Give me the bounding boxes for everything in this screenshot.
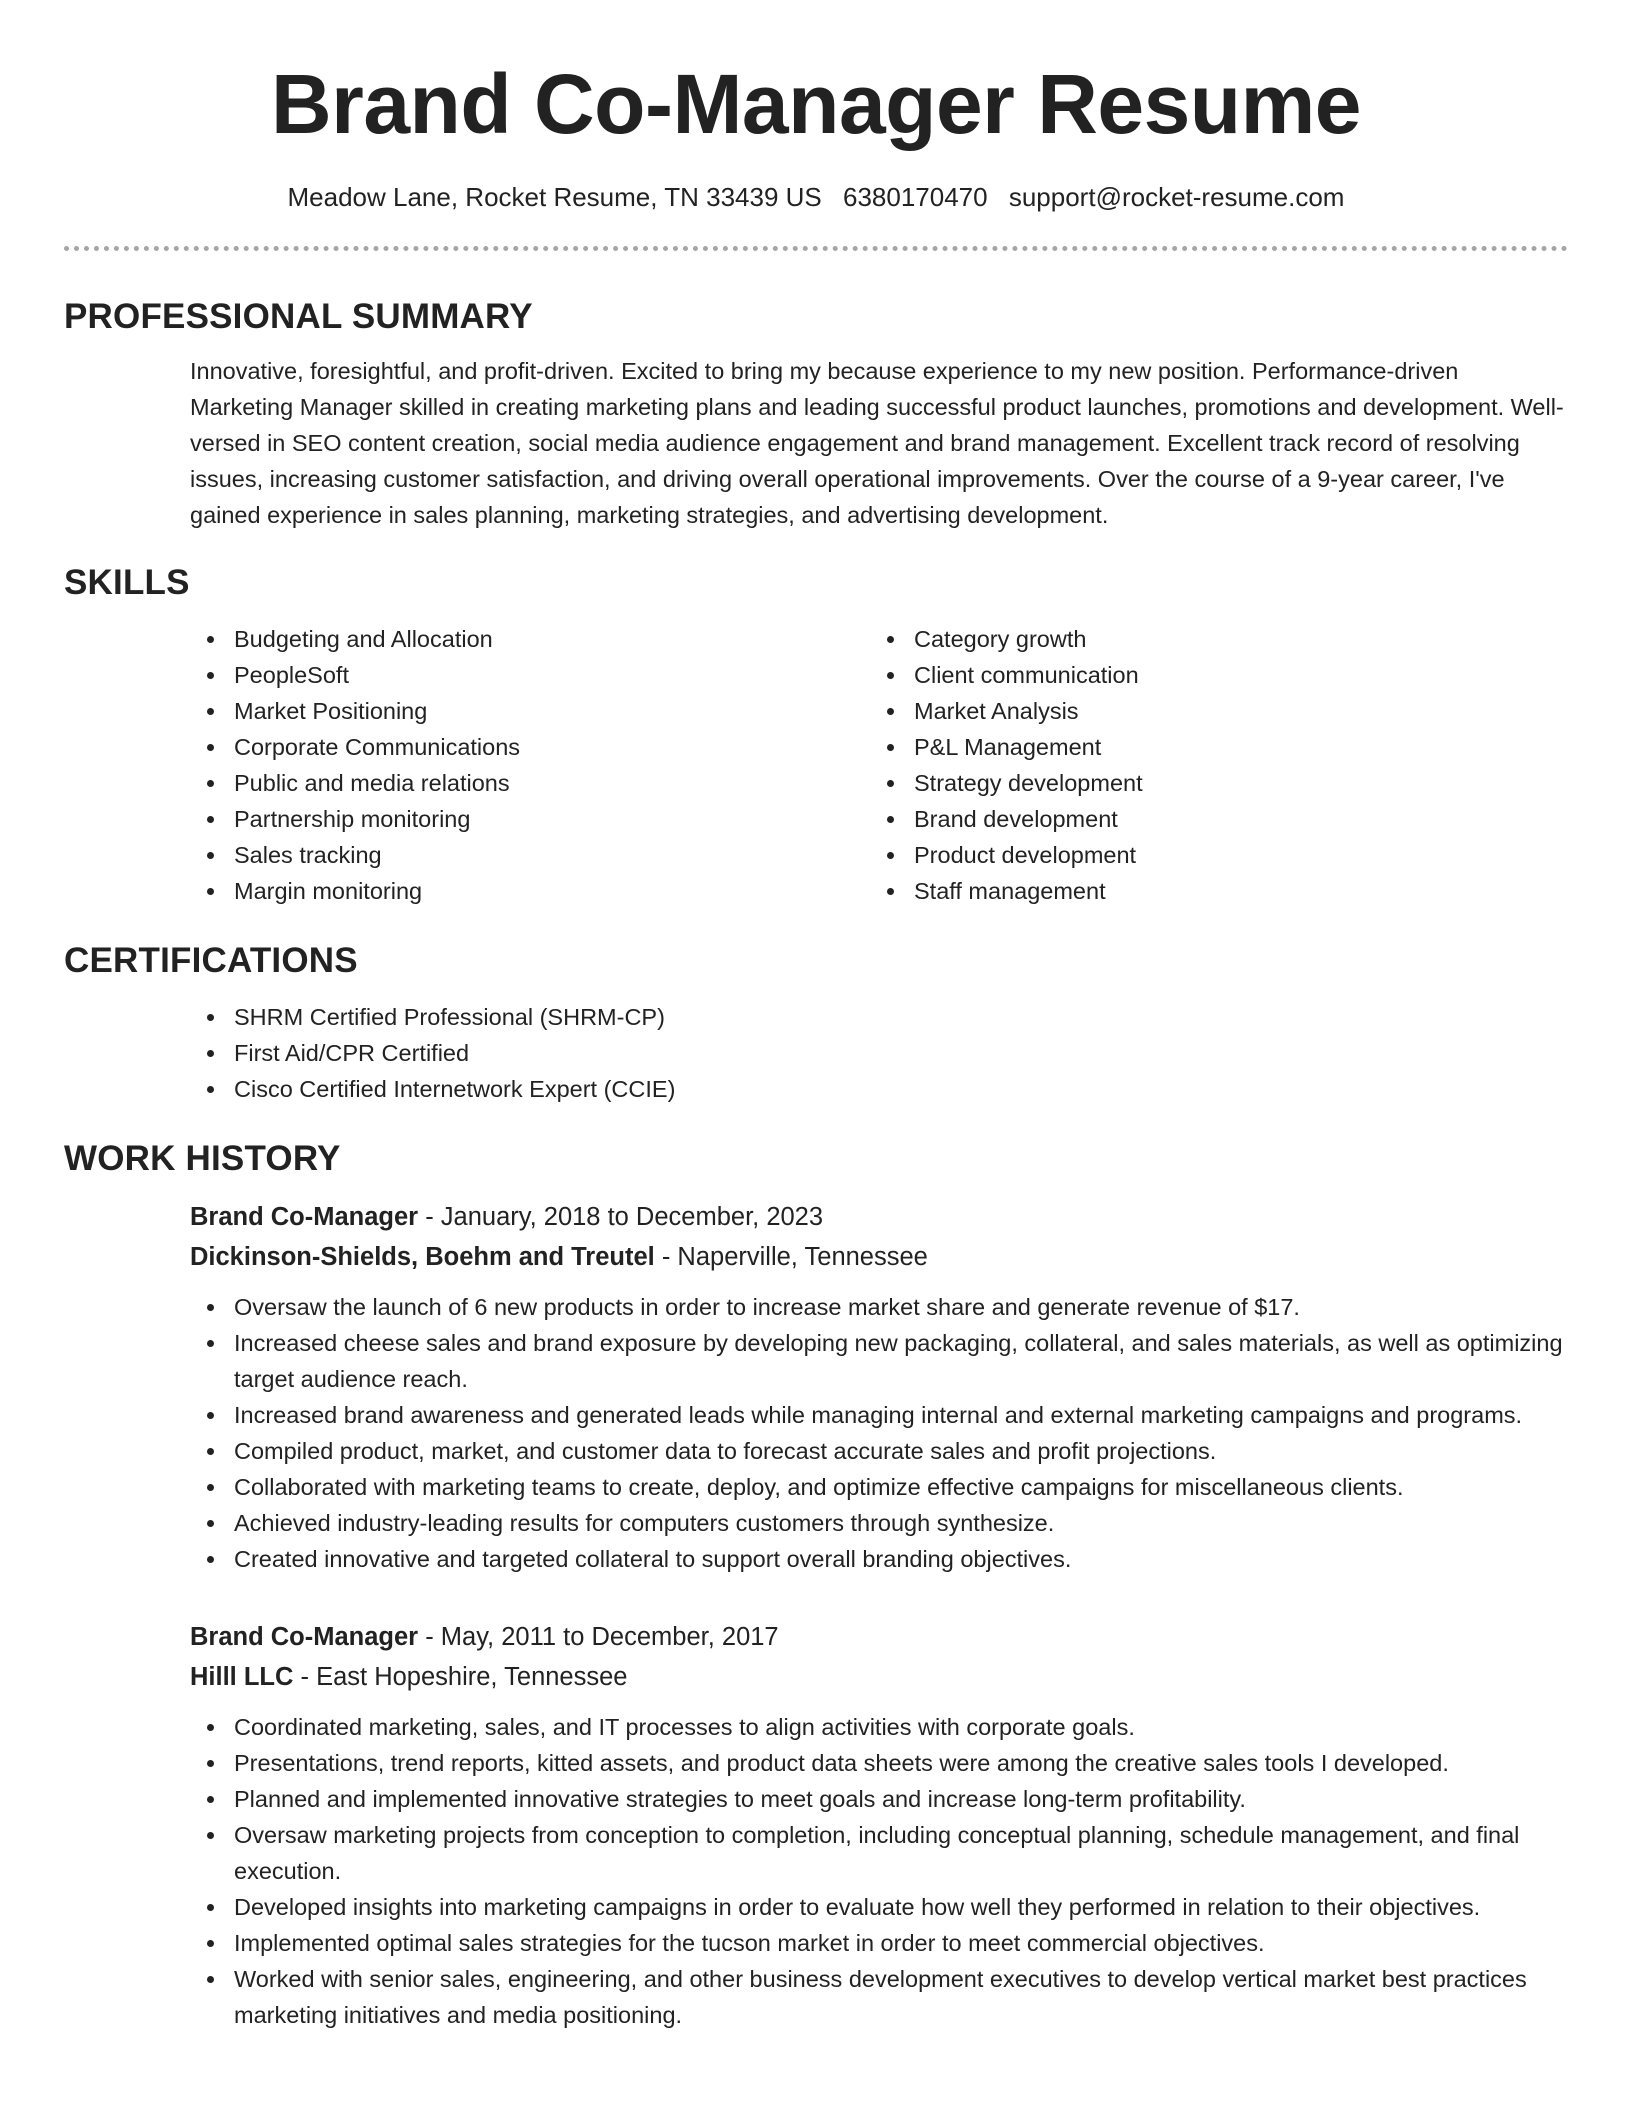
skill-item: Market Positioning (234, 693, 870, 729)
skill-item: Public and media relations (234, 765, 870, 801)
job-company: Hilll LLC (190, 1663, 294, 1691)
job-bullet: Achieved industry-leading results for computers customers through synthesize. (234, 1505, 1568, 1541)
job-dates: - January, 2018 to December, 2023 (418, 1203, 824, 1231)
skill-item: Product development (914, 837, 1550, 873)
skill-item: Strategy development (914, 765, 1550, 801)
job-bullets (190, 1709, 1568, 2033)
skill-item: PeopleSoft (234, 657, 870, 693)
skill-item: Client communication (914, 657, 1550, 693)
job-bullet: Oversaw marketing projects from conception to completion, including conceptual planning, schedule management, and final execution. (234, 1817, 1568, 1889)
job-dates: - May, 2011 to December, 2017 (418, 1623, 779, 1651)
skill-item: Margin monitoring (234, 873, 870, 909)
certification-item: SHRM Certified Professional (SHRM-CP) (234, 999, 1568, 1035)
work-history-section (64, 1137, 1568, 2033)
page-title: Brand Co-Manager Resume (270, 57, 1362, 151)
contact-address: Meadow Lane, Rocket Resume, TN 33439 US (287, 182, 822, 212)
certifications-heading: CERTIFICATIONS (64, 941, 358, 980)
skills-list-left (190, 621, 870, 909)
job-bullets (190, 1289, 1568, 1577)
certifications-list (190, 999, 1568, 1107)
contact-email[interactable]: support@rocket-resume.com (1008, 182, 1345, 212)
job-bullet: Increased brand awareness and generated leads while managing internal and external marketing campaigns and programs. (234, 1397, 1568, 1433)
job-bullet: Implemented optimal sales strategies for the tucson market in order to meet commercial objectives. (234, 1925, 1568, 1961)
skill-item: Brand development (914, 801, 1550, 837)
resume-header (64, 0, 1568, 251)
job-bullet: Created innovative and targeted collateral to support overall branding objectives. (234, 1541, 1568, 1577)
skill-item: Category growth (914, 621, 1550, 657)
header-divider (64, 246, 1568, 251)
skill-item: Staff management (914, 873, 1550, 909)
skill-item: Sales tracking (234, 837, 870, 873)
job-role: Brand Co-Manager (190, 1623, 419, 1651)
job-bullet: Presentations, trend reports, kitted assets, and product data sheets were among the creative sales tools I developed. (234, 1745, 1568, 1781)
skills-section (64, 561, 1568, 909)
job-bullet: Coordinated marketing, sales, and IT processes to align activities with corporate goals. (234, 1709, 1568, 1745)
job-location: - Naperville, Tennessee (654, 1243, 928, 1271)
skills-grid (64, 621, 1568, 909)
job-bullet: Worked with senior sales, engineering, and other business development executives to develop vertical market best practices marketing initiatives and media positioning. (234, 1961, 1568, 2033)
certifications-section (64, 939, 1568, 1107)
job-company-line (190, 1657, 1568, 1697)
certification-item: Cisco Certified Internetwork Expert (CCIE) (234, 1071, 1568, 1107)
job-company-line (190, 1237, 1568, 1277)
contact-line (64, 180, 1568, 214)
skill-item: Partnership monitoring (234, 801, 870, 837)
summary-text: Innovative, foresightful, and profit-driven. Excited to bring my because experience to my new position. Performance-driven Marketing Manager skilled in creating marketing plans and leading successful product launches, promotions and development. Well-versed in SEO content creation, social media audience engagement and brand management. Excellent track record of resolving issues, increasing customer satisfaction, and driving overall operational improvements. Over the course of a 9-year career, I've gained experience in sales planning, marketing strategies, and advertising development. (190, 358, 1564, 528)
work-history-heading: WORK HISTORY (64, 1139, 341, 1178)
certifications-body (64, 999, 1568, 1107)
skills-heading: SKILLS (64, 563, 190, 602)
contact-phone: 6380170470 (843, 182, 988, 212)
skill-item: P&L Management (914, 729, 1550, 765)
job-role: Brand Co-Manager (190, 1203, 419, 1231)
skill-item: Budgeting and Allocation (234, 621, 870, 657)
summary-heading: PROFESSIONAL SUMMARY (64, 297, 533, 336)
job-bullet: Oversaw the launch of 6 new products in order to increase market share and generate revenue of $17. (234, 1289, 1568, 1325)
job-bullet: Increased cheese sales and brand exposure by developing new packaging, collateral, and sales materials, as well as optimizing target audience reach. (234, 1325, 1568, 1397)
skills-column-right (870, 621, 1550, 909)
job-entry (64, 1617, 1568, 2033)
certification-item: First Aid/CPR Certified (234, 1035, 1568, 1071)
summary-section (64, 295, 1568, 533)
job-location: - East Hopeshire, Tennessee (293, 1663, 628, 1691)
job-bullet: Planned and implemented innovative strategies to meet goals and increase long-term profitability. (234, 1781, 1568, 1817)
job-company: Dickinson-Shields, Boehm and Treutel (190, 1243, 655, 1271)
job-bullet: Compiled product, market, and customer data to forecast accurate sales and profit projections. (234, 1433, 1568, 1469)
job-bullet: Developed insights into marketing campaigns in order to evaluate how well they performed in relation to their objectives. (234, 1889, 1568, 1925)
job-entry (64, 1197, 1568, 1577)
job-role-line (190, 1197, 1568, 1237)
skill-item: Market Analysis (914, 693, 1550, 729)
job-role-line (190, 1617, 1568, 1657)
skills-column-left (190, 621, 870, 909)
skills-list-right (870, 621, 1550, 909)
skill-item: Corporate Communications (234, 729, 870, 765)
job-bullet: Collaborated with marketing teams to create, deploy, and optimize effective campaigns for miscellaneous clients. (234, 1469, 1568, 1505)
